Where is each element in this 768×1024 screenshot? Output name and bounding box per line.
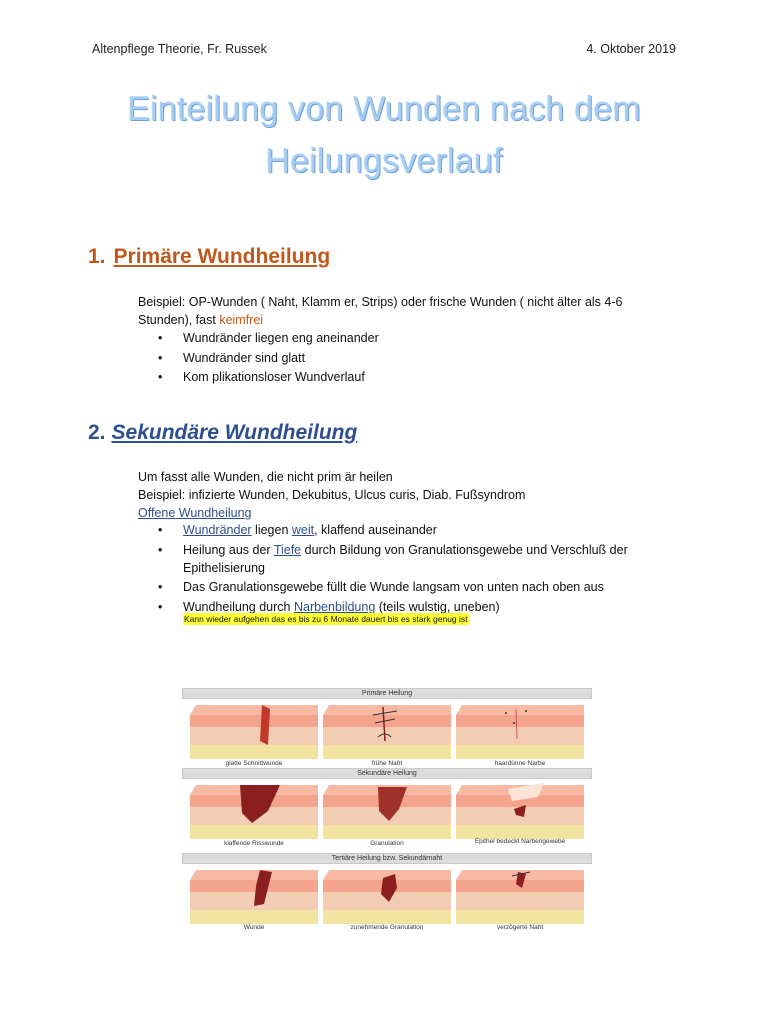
caption-3-1: Wunde [243, 924, 265, 931]
page-title-line2: Heilungsverlauf [265, 142, 503, 180]
list-item: • Das Granulationsgewebe füllt die Wunde langsam von unten nach oben aus [158, 578, 628, 596]
caption-2-1: klaffende Risswunde [224, 840, 284, 847]
bullet-text: Heilung aus der [183, 542, 274, 557]
list-item [158, 541, 628, 577]
panel-epithel-scar [456, 781, 584, 839]
caption-2-2: Granulation [370, 840, 404, 847]
section1-intro-line2 [138, 311, 622, 329]
section2-heading [88, 421, 357, 445]
figure-band-primary: Primäre Heilung [182, 688, 592, 699]
section2-intro [138, 468, 525, 522]
caption-1-2: frühe Naht [371, 760, 403, 767]
tiefe-link[interactable]: Tiefe [273, 542, 302, 557]
section1-bullet-list [158, 329, 379, 388]
highlighted-note: Kann wieder aufgehen das es bis zu 6 Monate dauert bis es stark genug ist [184, 614, 468, 624]
figure-band-secondary: Sekundäre Heilung [182, 768, 592, 779]
narbenbildung-link[interactable]: Narbenbildung [293, 599, 376, 614]
section2-title: Sekundäre Wundheilung [111, 421, 358, 444]
bullet-text: Epithelisierung [183, 560, 265, 575]
panel-early-suture [323, 701, 451, 759]
section2-bullet-list [158, 521, 628, 617]
section1-title: Primäre Wundheilung [113, 245, 331, 268]
figure-band-tertiary: Tertiäre Heilung bzw. Sekundärnaht [182, 853, 592, 864]
panel-smooth-cut [190, 701, 318, 759]
caption-3-2: zunehmende Granulation [350, 924, 424, 931]
section1-intro [138, 293, 622, 329]
panel-gaping-wound [190, 781, 318, 839]
section1-intro-line1: Beispiel: OP-Wunden ( Naht, Klamm er, Strips) oder frische Wunden ( nicht älter als 4-6 [138, 295, 623, 309]
bullet-text: liegen [251, 523, 292, 537]
caption-2-3: Epithel bedeckt Narbengewebe [474, 838, 566, 845]
list-item: • Wundränder sind glatt [158, 349, 379, 367]
panel-granulation [323, 781, 451, 839]
caption-3-3: verzögerte Naht [496, 924, 544, 931]
keimfrei-highlight: keimfrei [219, 313, 264, 327]
section2-line2: Beispiel: infizierte Wunden, Dekubitus, Ulcus curis, Diab. Fußsyndrom [138, 488, 526, 502]
wound-healing-figure [182, 688, 592, 936]
weit-link[interactable]: weit [291, 523, 315, 537]
header-left: Altenpflege Theorie, Fr. Russek [92, 42, 267, 56]
list-item [158, 521, 628, 539]
caption-1-1: glatte Schnittwunde [225, 760, 283, 767]
section1-intro-text: Stunden), fast [138, 313, 220, 327]
list-item: • Wundränder liegen eng aneinander [158, 329, 379, 347]
panel-delayed-suture [456, 866, 584, 924]
section2-line1: Um fasst alle Wunden, die nicht prim är heilen [138, 470, 393, 484]
bullet-text: durch Bildung von Granulationsgewebe und Verschluß der [301, 542, 628, 557]
section1-heading [88, 245, 330, 269]
panel-thin-scar [456, 701, 584, 759]
section2-number: 2. [88, 421, 106, 444]
list-item: • Kom plikationsloser Wundverlauf [158, 368, 379, 386]
panel-increasing-granulation [323, 866, 451, 924]
offene-wundheilung-link[interactable]: Offene Wundheilung [138, 506, 252, 520]
page-title-line1: Einteilung von Wunden nach dem [127, 90, 641, 128]
bullet-text: (teils wulstig, uneben) [375, 599, 500, 614]
bullet-text: Wundheilung durch [183, 599, 294, 614]
panel-wound [190, 866, 318, 924]
section1-number: 1. [88, 245, 106, 268]
header-date: 4. Oktober 2019 [586, 42, 676, 56]
wundraender-link[interactable]: Wundränder [183, 523, 252, 537]
bullet-text: , klaffend auseinander [314, 523, 437, 537]
caption-1-3: haardünne Narbe [494, 760, 546, 767]
